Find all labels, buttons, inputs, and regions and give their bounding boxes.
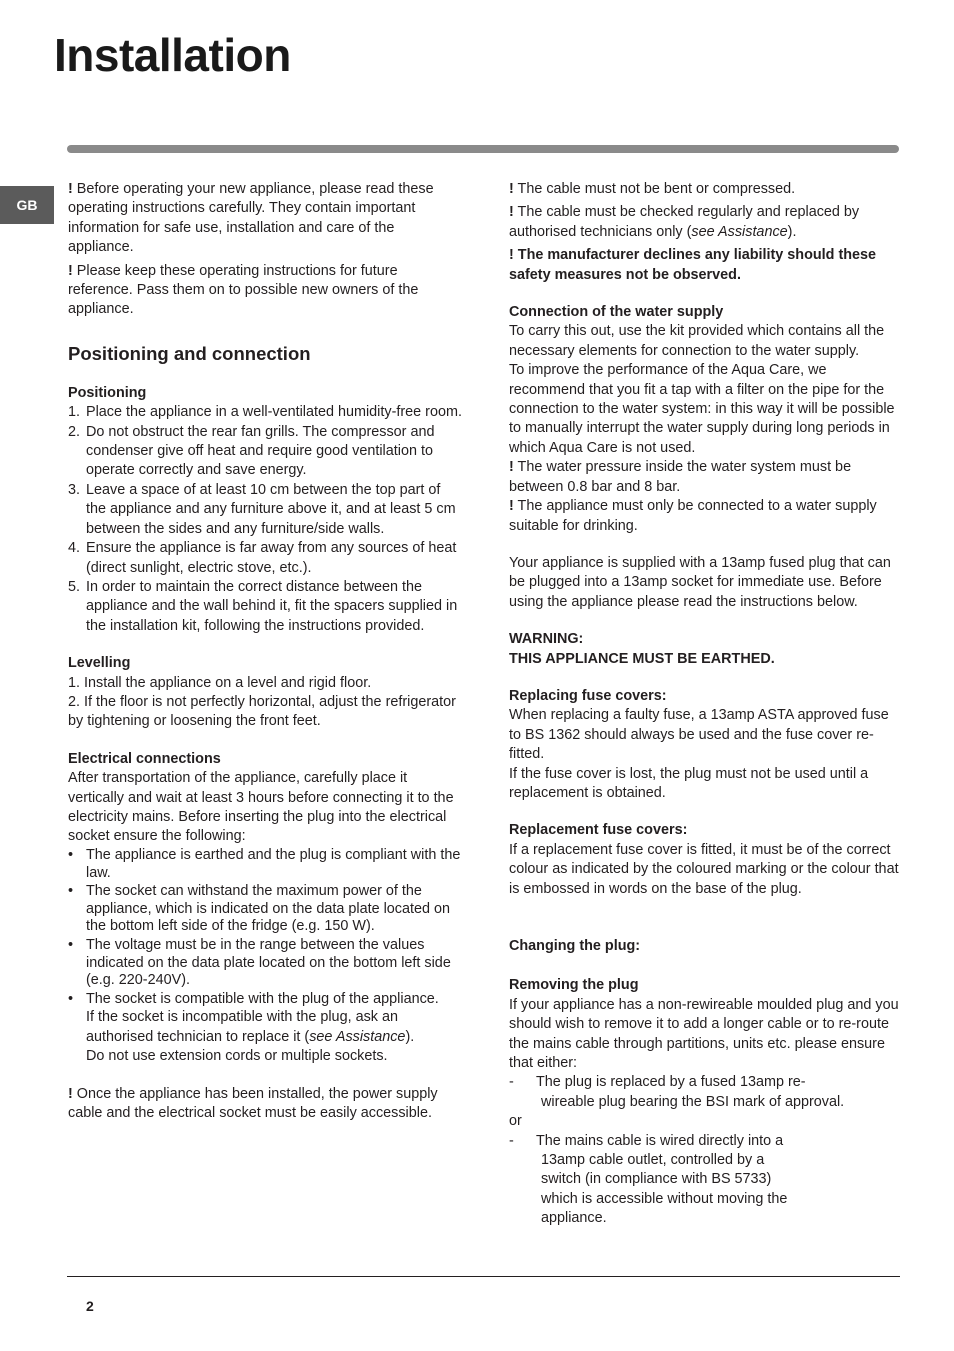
removing-heading: Removing the plug xyxy=(509,977,639,994)
water-pressure-note: ! The water pressure inside the water system must be between 0.8 bar and 8 bar. xyxy=(509,459,852,495)
section-heading: Positioning and connection xyxy=(68,342,311,364)
levelling-list xyxy=(68,674,462,732)
incompatible-note: If the socket is incompatible with the plug, ask an authorised technician to replace it (see Assistance). xyxy=(86,1009,415,1045)
list-item: • The voltage must be in the range between the values indicated on the data plate located on the bottom left side (e.g. 220-240V). xyxy=(68,937,462,990)
replacement-paragraph: If a replacement fuse cover is fitted, it must be of the correct colour as indicated by the coloured marking or the colour that is embossed in words on the base of the plug. xyxy=(509,841,899,897)
page-number: 2 xyxy=(86,1298,94,1314)
intro-note-1: ! Before operating your new appliance, please read these operating instructions carefully. They contain important information for safe use, installation and care of the appliance. xyxy=(68,181,434,256)
warning-mark: ! xyxy=(68,1085,73,1102)
list-item: • The socket is compatible with the plug of the appliance. If the socket is incompatible with the plug, ask an authorised technician to replace it (see Assistance). Do not use extension cords or multiple sockets. xyxy=(68,991,462,1067)
warning-mark: ! xyxy=(509,247,514,264)
language-tab: GB xyxy=(0,186,54,224)
water-paragraph: To carry this out, use the kit provided which contains all the necessary elements for connection to the water supply. xyxy=(509,323,885,359)
changing-heading: Changing the plug: xyxy=(509,938,641,954)
warning-mark: ! xyxy=(509,204,514,221)
electrical-checklist xyxy=(68,847,462,1067)
list-item: 2. If the floor is not perfectly horizontal, adjust the refrigerator by tightening or loosening the front feet. xyxy=(68,693,456,730)
replacing-heading: Replacing fuse covers: xyxy=(509,687,667,704)
header-divider xyxy=(67,145,899,153)
replacement-heading: Replacement fuse covers: xyxy=(509,822,688,839)
cable-note-2: ! The cable must be checked regularly and replaced by authorised technicians only (see Assistance). xyxy=(509,204,860,240)
positioning-list xyxy=(68,403,462,636)
plug-intro: Your appliance is supplied with a 13amp fused plug that can be plugged into a 13amp socket for immediate use. Before using the appliance please read the instructions below. xyxy=(509,554,891,610)
list-item: 1. Place the appliance in a well-ventilated humidity-free room. xyxy=(68,404,462,421)
electrical-intro: After transportation of the appliance, carefully place it vertically and wait at least 3 hours before connecting it to the electricity mains. Before inserting the plug into the electrical socket ensure the following: xyxy=(68,770,454,845)
list-item: 1. Install the appliance on a level and rigid floor. xyxy=(68,674,372,691)
list-item: 4. Ensure the appliance is far away from any sources of heat (direct sunlight, electric stove, etc.). xyxy=(68,540,457,576)
water-drinking-note: ! The appliance must only be connected to a water supply suitable for drinking. xyxy=(509,498,877,534)
earthed-warning: THIS APPLIANCE MUST BE EARTHED. xyxy=(509,650,775,667)
replacing-paragraph: When replacing a faulty fuse, a 13amp ASTA approved fuse to BS 1362 should always be used and the fuse cover re-fitted. xyxy=(509,707,889,763)
plug-option-1: - The plug is replaced by a fused 13amp re- wireable plug bearing the BSI mark of approval. xyxy=(509,1074,845,1110)
list-item: 3. Leave a space of at least 10 cm between the top part of the appliance and any furniture above it, and at least 5 cm between the sides and any furniture/side walls. xyxy=(68,481,456,537)
list-item: 5. In order to maintain the correct distance between the appliance and the wall behind it, fit the spacers supplied in the installation kit, following the instructions provided. xyxy=(68,578,458,634)
liability-note: ! The manufacturer declines any liability should these safety measures not be observed. xyxy=(509,247,877,283)
accessible-note: ! Once the appliance has been installed, the power supply cable and the electrical socket must be easily accessible. xyxy=(68,1085,438,1122)
electrical-heading: Electrical connections xyxy=(68,750,221,767)
warning-label: WARNING: xyxy=(509,631,584,648)
left-column xyxy=(68,180,462,1123)
footer-divider xyxy=(67,1276,900,1277)
levelling-heading: Levelling xyxy=(68,655,131,672)
removing-paragraph: If your appliance has a non-rewireable moulded plug and you should wish to remove it to add a longer cable or to re-route the mains cable through partitions, units etc. please ensure that either: xyxy=(509,996,899,1072)
warning-mark: ! xyxy=(509,181,514,197)
list-item: • The socket can withstand the maximum power of the appliance, which is indicated on the data plate located on the bottom left side of the fridge (e.g. 150 W). xyxy=(68,883,462,936)
replacing-paragraph: If the fuse cover is lost, the plug must not be used until a replacement is obtained. xyxy=(509,765,869,801)
cable-note-1: ! The cable must not be bent or compressed. xyxy=(509,181,796,197)
or-separator: or xyxy=(509,1113,522,1130)
warning-mark: ! xyxy=(509,459,514,476)
intro-note-2: ! Please keep these operating instructions for future reference. Pass them on to possible new owners of the appliance. xyxy=(68,262,419,318)
plug-option-2: - The mains cable is wired directly into a 13amp cable outlet, controlled by a switch (in compliance with BS 5733) which is accessible without moving the appliance. xyxy=(509,1132,788,1227)
extension-note: Do not use extension cords or multiple sockets. xyxy=(86,1048,388,1065)
list-item: • The appliance is earthed and the plug is compliant with the law. xyxy=(68,847,462,883)
warning-mark: ! xyxy=(509,498,514,515)
positioning-heading: Positioning xyxy=(68,384,147,401)
page-title: Installation xyxy=(54,29,291,81)
water-paragraph: To improve the performance of the Aqua Care, we recommend that you fit a tap with a filter on the pipe for the connection to the water system: in this way it will be possible to manually interrupt the water supply during long periods in which Aqua Care is not used. xyxy=(509,362,895,456)
warning-mark: ! xyxy=(68,181,73,197)
right-column xyxy=(509,180,901,1229)
list-item: 2. Do not obstruct the rear fan grills. The compressor and condenser give off heat and require good ventilation to operate correctly and save energy. xyxy=(68,423,435,479)
warning-mark: ! xyxy=(68,262,73,279)
water-heading: Connection of the water supply xyxy=(509,304,724,321)
